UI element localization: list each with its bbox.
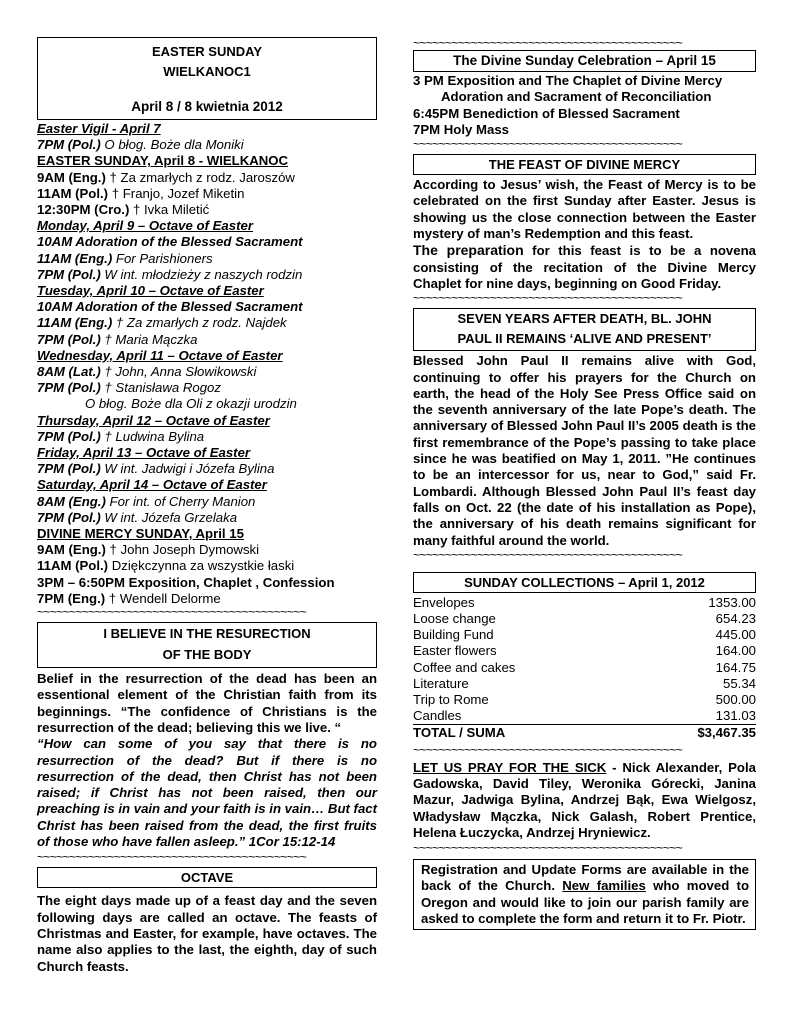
- mass-schedule: [37, 121, 377, 607]
- right-column: [413, 0, 756, 930]
- divine-sunday-line-3: 6:45PM Benediction of Blessed Sacrament: [413, 105, 680, 121]
- collection-row: [413, 627, 756, 643]
- schedule-line: [37, 267, 377, 283]
- schedule-line-part: 7PM (Eng.): [37, 590, 109, 606]
- schedule-line: [37, 234, 377, 250]
- easter-header-box: [37, 37, 377, 120]
- schedule-line-part: 11AM (Pol.): [37, 185, 112, 201]
- header-title-1: EASTER SUNDAY: [151, 44, 263, 59]
- resurrection-title-1: I BELIEVE IN THE RESURECTION: [103, 626, 311, 642]
- registration-box: [413, 859, 756, 930]
- divine-sunday-line-2: Adoration and Sacrament of Reconciliation: [441, 89, 712, 105]
- schedule-line-part: W int. Jadwigi i Józefa Bylina: [104, 461, 275, 477]
- separator: ~~~~~~~~~~~~~~~~~~~~~~~~~~~~~~~~~~~~~~~~~~: [413, 745, 683, 755]
- schedule-line-part: For int. of Cherry Manion: [109, 493, 256, 509]
- schedule-line-part: † Ludwina Bylina: [104, 428, 205, 444]
- collection-row: [413, 676, 756, 692]
- separator: ~~~~~~~~~~~~~~~~~~~~~~~~~~~~~~~~~~~~~~~~~~: [37, 608, 307, 618]
- schedule-line-part: Tuesday, April 10 – Octave of Easter: [37, 283, 264, 299]
- header-title-2: WIELKANOC1: [163, 64, 251, 79]
- schedule-line: [37, 445, 377, 461]
- collection-row: [413, 660, 756, 676]
- resurrection-text-bold: Belief in the resurrection of the dead has been an essentional element of the Christian faith from its beginnings. “The confidence of Christians is the resurrection of the dead; believing this we live. “: [37, 671, 377, 735]
- separator: ~~~~~~~~~~~~~~~~~~~~~~~~~~~~~~~~~~~~~~~~~~: [413, 294, 683, 304]
- schedule-line-part: † Maria Mączka: [104, 331, 198, 347]
- registration-text-1: Registration and Update Forms are available in the back of the Church.: [421, 862, 749, 894]
- separator: ~~~~~~~~~~~~~~~~~~~~~~~~~~~~~~~~~~~~~~~~~~: [413, 39, 683, 48]
- schedule-line: [37, 202, 377, 218]
- collection-amount: 1353.00: [708, 594, 756, 610]
- schedule-line-part: 7PM (Pol.): [37, 331, 105, 347]
- schedule-line-part: 10AM Adoration of the Blessed Sacrament: [37, 234, 303, 250]
- resurrection-quote: “How can some of you say that there is no resurrection of the dead? But if there is no resurrection of the dead, then Christ has not been raised; if Christ has not been raised, then our preaching is in vain and your faith is in vain… But fact Christ has been raised from the dead, the first fruits of those who have fallen asleep.” 1Cor 15:12-14: [37, 736, 378, 850]
- pray-heading: LET US PRAY FOR THE SICK: [413, 759, 607, 775]
- schedule-line-part: 7PM (Pol.): [37, 380, 105, 396]
- resurrection-title-box: [37, 622, 377, 668]
- schedule-line: [37, 494, 377, 510]
- left-column: [37, 0, 377, 975]
- divine-sunday-title: The Divine Sunday Celebration – April 15: [453, 53, 716, 68]
- schedule-line: [37, 299, 377, 315]
- schedule-line-part: Dziękczynna za wszystkie łaski: [111, 558, 295, 574]
- schedule-line: [37, 396, 377, 412]
- resurrection-title-2: OF THE BODY: [162, 647, 252, 663]
- schedule-line: [37, 186, 377, 202]
- schedule-line-part: † John Joseph Dymowski: [109, 542, 260, 558]
- schedule-line-part: Wednesday, April 11 – Octave of Easter: [37, 347, 283, 363]
- schedule-line: [37, 429, 377, 445]
- collection-label: Loose change: [413, 611, 496, 627]
- schedule-line-part: † Wendell Delorme: [108, 590, 221, 606]
- octave-text: The eight days made up of a feast day and the seven following days are called an octave. The feasts of Christmas and Easter, for example, have octaves. The name also applies to the last, the eighth, day of such Church feasts.: [37, 893, 377, 974]
- collection-label: Building Fund: [413, 627, 494, 643]
- separator: ~~~~~~~~~~~~~~~~~~~~~~~~~~~~~~~~~~~~~~~~~~: [413, 550, 683, 560]
- schedule-line-part: O błog. Boże dla Moniki: [104, 137, 244, 153]
- collection-amount: 445.00: [715, 627, 756, 643]
- collection-total-row: [413, 725, 756, 742]
- schedule-line: [37, 315, 377, 331]
- schedule-line-part: Saturday, April 14 – Octave of Easter: [37, 477, 267, 493]
- jp2-title-box: [413, 308, 756, 351]
- feast-text-2: [413, 242, 756, 292]
- schedule-line-part: W int. Józefa Grzelaka: [104, 509, 238, 525]
- divine-sunday-line-4: 7PM Holy Mass: [413, 121, 510, 137]
- schedule-line: [37, 380, 377, 396]
- schedule-line: [37, 121, 377, 137]
- schedule-line: [37, 251, 377, 267]
- schedule-line: [37, 542, 377, 558]
- schedule-line: [37, 170, 377, 186]
- pray-names: - Nick Alexander, Pola Gadowska, David Tiley, Weronika Górecki, Janina Mazur, Jadwiga Bylina, Andrzej Bąk, Ewa Wielgosz, Władysław Mączka, Nick Galash, Robert Prentice, Helena Łuczycka, Andrzej Hryniewicz.: [413, 759, 756, 840]
- feast-title-box: [413, 154, 756, 175]
- collections-title-box: [413, 572, 756, 593]
- collection-row: [413, 611, 756, 627]
- schedule-line-part: For Parishioners: [115, 250, 213, 266]
- schedule-line: [37, 283, 377, 299]
- schedule-line: [37, 477, 377, 493]
- new-families-link: New families: [562, 878, 646, 894]
- schedule-line-part: Friday, April 13 – Octave of Easter: [37, 445, 251, 461]
- collection-label: Envelopes: [413, 594, 475, 610]
- collection-label: Trip to Rome: [413, 692, 489, 708]
- schedule-line-part: 11AM (Eng.): [37, 250, 116, 266]
- schedule-line: [37, 558, 377, 574]
- schedule-line-part: † Za zmarłych z rodz. Najdek: [115, 315, 287, 331]
- schedule-line-part: Thursday, April 12 – Octave of Easter: [37, 412, 270, 428]
- collection-amount: 164.75: [715, 659, 756, 675]
- schedule-line-part: EASTER SUNDAY, April 8 - WIELKANOC: [37, 153, 289, 169]
- schedule-line-part: † John, Anna Słowikowski: [104, 364, 257, 380]
- schedule-line-part: 9AM (Eng.): [37, 169, 110, 185]
- jp2-title-2: PAUL II REMAINS ‘ALIVE AND PRESENT’: [457, 331, 712, 347]
- collection-label: Easter flowers: [413, 643, 497, 659]
- schedule-line: [37, 461, 377, 477]
- collection-amount: 500.00: [715, 692, 756, 708]
- schedule-line-part: 7PM (Pol.): [37, 461, 105, 477]
- collection-amount: 164.00: [715, 643, 756, 659]
- collection-amount: 55.34: [722, 675, 756, 691]
- jp2-text: Blessed John Paul II remains alive with God, continuing to offer his prayers for the Church on earth, the head of the Holy See Press Office said on the seventh anniversary of the late Pope’s death. The anniversary of Blessed John Paul II’s 2005 death is the first remembrance of the Pope’s passing to take place since he was beatified on May 1, 2011. ”He continues to be an intercessor for us, near to God,” said Fr. Lombardi. Although Blessed John Paul II’s feast day falls on Oct. 22 (the date of his installation as Pope), the anniversary of his death remains significant for many faithful around the world.: [413, 353, 756, 548]
- pray-section: [413, 760, 756, 841]
- schedule-line-part: 7PM (Pol.): [37, 428, 105, 444]
- divine-sunday-title-box: [413, 50, 756, 72]
- header-date: April 8 / 8 kwietnia 2012: [131, 99, 283, 114]
- collection-amount: 654.23: [715, 611, 756, 627]
- jp2-title-1: SEVEN YEARS AFTER DEATH, BL. JOHN: [457, 311, 712, 327]
- schedule-line: [37, 510, 377, 526]
- schedule-line-part: 7PM (Pol.): [37, 137, 105, 153]
- separator: ~~~~~~~~~~~~~~~~~~~~~~~~~~~~~~~~~~~~~~~~~~: [413, 140, 683, 150]
- separator: ~~~~~~~~~~~~~~~~~~~~~~~~~~~~~~~~~~~~~~~~~~: [413, 844, 683, 854]
- registration-text-2: who moved to Oregon and would like to join our parish family are asked to complete the form and return it to Fr. Piotr.: [421, 878, 750, 927]
- schedule-line-part: 8AM (Eng.): [37, 493, 110, 509]
- schedule-line-part: W int. młodzieży z naszych rodzin: [104, 266, 303, 282]
- schedule-line-part: 3PM – 6:50PM Exposition, Chaplet , Confession: [37, 574, 335, 590]
- schedule-line-part: † Stanisława Rogoz: [104, 380, 221, 396]
- collection-label: Candles: [413, 708, 631, 725]
- schedule-line-part: 11AM (Pol.): [37, 558, 112, 574]
- collections-table: [413, 595, 756, 742]
- schedule-line-part: 10AM Adoration of the Blessed Sacrament: [37, 299, 303, 315]
- collection-amount: 131.03: [631, 708, 756, 725]
- schedule-line-part: DIVINE MERCY SUNDAY, April 15: [37, 526, 244, 542]
- schedule-line-part: 12:30PM (Cro.): [37, 202, 133, 218]
- schedule-line: [37, 413, 377, 429]
- schedule-line-part: † Za zmarłych z rodz. Jaroszów: [109, 169, 295, 185]
- schedule-line-part: Monday, April 9 – Octave of Easter: [37, 218, 253, 234]
- schedule-line-part: O błog. Boże dla Oli z okazji urodzin: [85, 396, 297, 412]
- collection-label: Literature: [413, 675, 469, 691]
- feast-title: THE FEAST OF DIVINE MERCY: [488, 157, 681, 173]
- schedule-line: [37, 332, 377, 348]
- collection-row: [413, 708, 756, 725]
- total-amount: $3,467.35: [697, 725, 756, 741]
- schedule-line: [37, 137, 377, 153]
- schedule-line-part: 7PM (Pol.): [37, 266, 105, 282]
- schedule-line-part: † Ivka Miletić: [133, 202, 210, 218]
- total-label: TOTAL / SUMA: [413, 725, 506, 741]
- feast-text-2-lead: The preparation: [413, 242, 524, 259]
- schedule-line: [37, 575, 377, 591]
- schedule-line-part: Easter Vigil - April 7: [37, 121, 161, 136]
- collections-title: SUNDAY COLLECTIONS: [464, 574, 615, 590]
- collections-date: – April 1, 2012: [614, 574, 705, 590]
- schedule-line: [37, 364, 377, 380]
- schedule-line: [37, 591, 377, 607]
- schedule-line-part: 7PM (Pol.): [37, 509, 105, 525]
- schedule-line: [37, 218, 377, 234]
- schedule-line-part: † Franjo, Jozef Miketin: [111, 185, 245, 201]
- schedule-line-part: 11AM (Eng.): [37, 315, 116, 331]
- collection-row: [413, 643, 756, 659]
- schedule-line: [37, 526, 377, 542]
- octave-title-box: [37, 867, 377, 888]
- octave-title: OCTAVE: [180, 870, 234, 886]
- divine-sunday-schedule: [413, 73, 756, 138]
- schedule-line-part: 9AM (Eng.): [37, 542, 110, 558]
- collection-label: Coffee and cakes: [413, 659, 516, 675]
- divine-sunday-line-1: 3 PM Exposition and The Chaplet of Divine Mercy: [413, 73, 723, 88]
- schedule-line: [37, 153, 377, 169]
- separator: ~~~~~~~~~~~~~~~~~~~~~~~~~~~~~~~~~~~~~~~~~~: [37, 853, 307, 863]
- schedule-line-part: 8AM (Lat.): [37, 364, 105, 380]
- resurrection-text: [37, 671, 377, 850]
- feast-text-2-body: for this feast is to be a novena consisting of the recitation of the Divine Mercy Chaplet for nine days, beginning on Good Friday.: [413, 243, 756, 291]
- feast-text: [413, 177, 756, 292]
- feast-text-1: According to Jesus’ wish, the Feast of Mercy is to be celebrated on the first Sunday after Easter. Jesus is showing us the close connection between the Easter mystery of man’s Redemption and this feast.: [413, 177, 756, 242]
- collection-row: [413, 692, 756, 708]
- schedule-line: [37, 348, 377, 364]
- collection-row: [413, 595, 756, 611]
